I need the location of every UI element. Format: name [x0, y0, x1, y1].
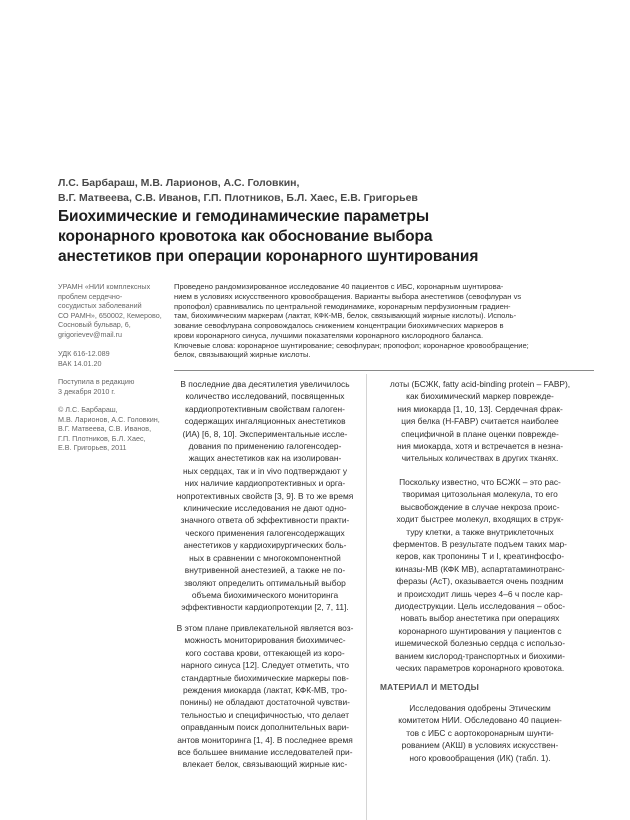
- affiliation-block: [58, 282, 178, 340]
- text-line: комитетом НИИ. Обследовано 40 пациен-: [398, 715, 562, 726]
- text-line: ходит быстрее молекул, входящих в струк-: [396, 514, 564, 525]
- text-line: В.Г. Матвеева, С.В. Иванов, Г.П. Плотников, Б.Л. Хаес, Е.В. Григорьев: [58, 192, 418, 204]
- text-line: проблем сердечно-: [58, 291, 123, 301]
- text-line: Поскольку известно, что БСЖК – это рас-: [399, 477, 561, 487]
- text-line: Г.П. Плотников, Б.Л. Хаес,: [58, 433, 146, 443]
- author-list: [58, 176, 578, 206]
- text-line: объема биохимического мониторинга: [191, 589, 339, 600]
- text-line: там, биохимическим маркерам (лактат, КФК-МВ, белок, связывающий жирные кислоты). Исполь-: [174, 311, 517, 321]
- text-line: пропофол) сравнивались по центральной гемодинамике, коронарным перфузионным градиен-: [174, 301, 511, 311]
- text-line: Поступила в редакцию: [58, 377, 135, 386]
- text-line: Л.С. Барбараш, М.В. Ларионов, А.С. Головкин,: [58, 177, 300, 189]
- text-line: влекает белок, связывающий жирные кис-: [182, 759, 348, 770]
- text-line: понины) не обладают достаточной чувстви-: [180, 697, 350, 708]
- text-line: киназы-МВ (КФК МВ), аспартатаминотранс-: [395, 563, 565, 574]
- received-date: [58, 377, 178, 396]
- text-line: ния миокарда, хотя и встречается в незна-: [396, 441, 564, 452]
- text-line: как биохимический маркер поврежде-: [406, 391, 554, 402]
- text-line: рованием (АКШ) в условиях искусствен-: [401, 740, 559, 751]
- text-line: зование севофлурана сопровождалось снижением концентрации биохимических маркеров в: [174, 321, 504, 330]
- section-heading-methods: МАТЕРИАЛ И МЕТОДЫ: [380, 682, 480, 692]
- text-line: все большее внимание исследователей при-: [177, 747, 353, 758]
- text-line: внутривенной анестезией, а также не по-: [184, 565, 346, 576]
- text-line: специфичной в плане оценки поврежде-: [401, 428, 559, 439]
- text-line: значного ответа об эффективности практи-: [180, 515, 350, 526]
- text-line: крови коронарного синуса, лучшими показателями коронарного кислородного баланса.: [174, 330, 484, 340]
- text-line: ного кровообращения (ИК) (табл. 1).: [409, 752, 551, 763]
- text-line: феразы (АсТ), оказывается очень поздним: [396, 576, 564, 587]
- text-line: диодеструкции. Цель исследования – обос-: [394, 601, 566, 612]
- body-paragraph-4: [380, 476, 580, 675]
- text-line: 3 декабря 2010 г.: [58, 386, 116, 396]
- text-line: коронарного шунтирования у пациентов с: [398, 625, 562, 636]
- text-line: стандартные биохимические маркеры пов-: [181, 672, 349, 683]
- text-line: творимая цитозольная молекула, то его: [402, 489, 558, 500]
- text-line: содержащих ингаляционных анестетиков: [184, 416, 346, 427]
- text-line: коронарного кровотока как обоснование выбора: [58, 228, 433, 245]
- text-line: Исследования одобрены Этическим: [409, 703, 551, 713]
- body-paragraph-5: [380, 702, 580, 764]
- text-line: УРАМН «НИИ комплексных: [58, 282, 151, 291]
- text-line: эффективности кардиопротекции [2, 7, 11].: [181, 602, 349, 613]
- text-line: М.В. Ларионов, А.С. Головкин,: [58, 414, 160, 424]
- body-paragraph-1: [174, 378, 356, 614]
- text-line: ВАК 14.01.20: [58, 358, 102, 368]
- text-line: кардиопротективным свойствам галоген-: [185, 403, 345, 414]
- text-line: количество исследований, посвященных: [185, 391, 345, 402]
- text-line: В.Г. Матвеева, С.В. Иванов,: [58, 424, 152, 434]
- text-line: туру клетки, а также внутриклеточных: [406, 526, 554, 537]
- text-line: нопротективных свойств [3, 9]. В то же время: [176, 490, 354, 501]
- text-line: ных сердцах, так и in vivo подтверждают у: [182, 465, 348, 476]
- text-line: нием в условиях искусственного кровообращения. Варианты выбора анестетиков (севофлуран vs: [174, 291, 522, 301]
- text-line: ферментов. В результате подъем таких мар-: [393, 539, 567, 550]
- text-line: зволяют определить оптимальный выбор: [184, 577, 346, 588]
- text-line: нарного синуса [12]. Следует отметить, что: [181, 660, 349, 671]
- text-line: них наличие кардиопротективных и орга-: [184, 478, 346, 489]
- text-line: (ИА) [6, 8, 10]. Экспериментальные иссле-: [182, 428, 348, 439]
- text-line: ванием кислород-транспортных и биохими-: [395, 650, 565, 661]
- text-line: Сосновый бульвар, 6,: [58, 320, 131, 330]
- text-line: grigorievev@mail.ru: [58, 329, 123, 339]
- text-line: В последние два десятилетия увеличилось: [180, 379, 350, 389]
- text-line: Биохимические и гемодинамические параметры: [58, 208, 430, 225]
- text-line: чительных количествах в других тканях.: [401, 453, 559, 464]
- text-line: анестетиков у кардиохирургических боль-: [183, 540, 347, 551]
- text-line: анестетиков при операции коронарного шунтирования: [58, 248, 479, 265]
- column-divider: [366, 374, 367, 820]
- text-line: © Л.С. Барбараш,: [58, 405, 118, 414]
- text-line: лоты (БСЖК, fatty acid-binding protein – FABP),: [389, 379, 571, 389]
- copyright-notice: [58, 405, 178, 453]
- text-line: УДК 616-12.089: [58, 349, 110, 358]
- text-line: ния миокарда [1, 10, 13]. Сердечная фрак-: [397, 403, 563, 414]
- text-line: сосудистых заболеваний: [58, 301, 142, 311]
- text-line: оправданным поиск дополнительных вари-: [180, 722, 350, 733]
- text-line: кого состава крови, оттекающей из коро-: [185, 647, 345, 658]
- abstract: [174, 282, 594, 360]
- text-line: высвобождение в случае некроза проис-: [400, 501, 560, 512]
- text-line: тельностью и специфичностью, что делает: [180, 709, 350, 720]
- text-line: ческого применения галогенсодержащих: [185, 527, 345, 538]
- text-line: ишемической болезнью сердца с использо-: [395, 638, 565, 649]
- text-line: новать выбор анестетика при операциях: [400, 613, 560, 624]
- text-line: ных в сравнении с многокомпонентной: [189, 552, 341, 563]
- text-line: жащих анестетиков как на изолирован-: [188, 453, 342, 464]
- udk-code: [58, 349, 178, 368]
- text-line: СО РАМН», 650002, Кемерово,: [58, 310, 162, 320]
- body-paragraph-2: [174, 622, 356, 771]
- text-line: клинические исследования не дают одно-: [183, 503, 347, 514]
- text-line: ция белка (H-FABP) считается наиболее: [401, 416, 559, 427]
- body-paragraph-3: [380, 378, 580, 465]
- text-line: белок, связывающий жирные кислоты.: [174, 350, 311, 360]
- article-title: [58, 207, 578, 267]
- text-line: можность мониторирования биохимичес-: [184, 635, 346, 646]
- abstract-divider: [174, 370, 594, 371]
- text-line: дования по применению галогенсодер-: [188, 441, 342, 452]
- text-line: Ключевые слова: коронарное шунтирование; севофлуран; пропофол; коронарное кровообращение;: [174, 340, 529, 350]
- text-line: В этом плане привлекательной является воз-: [176, 623, 354, 633]
- text-line: тов с ИБС с аортокоронарным шунти-: [406, 727, 554, 738]
- text-line: и происходит лишь через 4–6 ч после кар-: [397, 588, 563, 599]
- text-line: реждения миокарда (лактат, КФК-МВ, тро-: [182, 685, 348, 696]
- text-line: керов, как тропонины Т и I, креатинфосфо-: [395, 551, 565, 562]
- text-line: ческих параметров коронарного кровотока.: [395, 663, 565, 674]
- text-line: Е.В. Григорьев, 2011: [58, 443, 127, 453]
- text-line: антов мониторинга [1, 4]. В последнее время: [177, 734, 353, 745]
- text-line: Проведено рандомизированное исследование 40 пациентов с ИБС, коронарным шунтирова-: [174, 282, 504, 291]
